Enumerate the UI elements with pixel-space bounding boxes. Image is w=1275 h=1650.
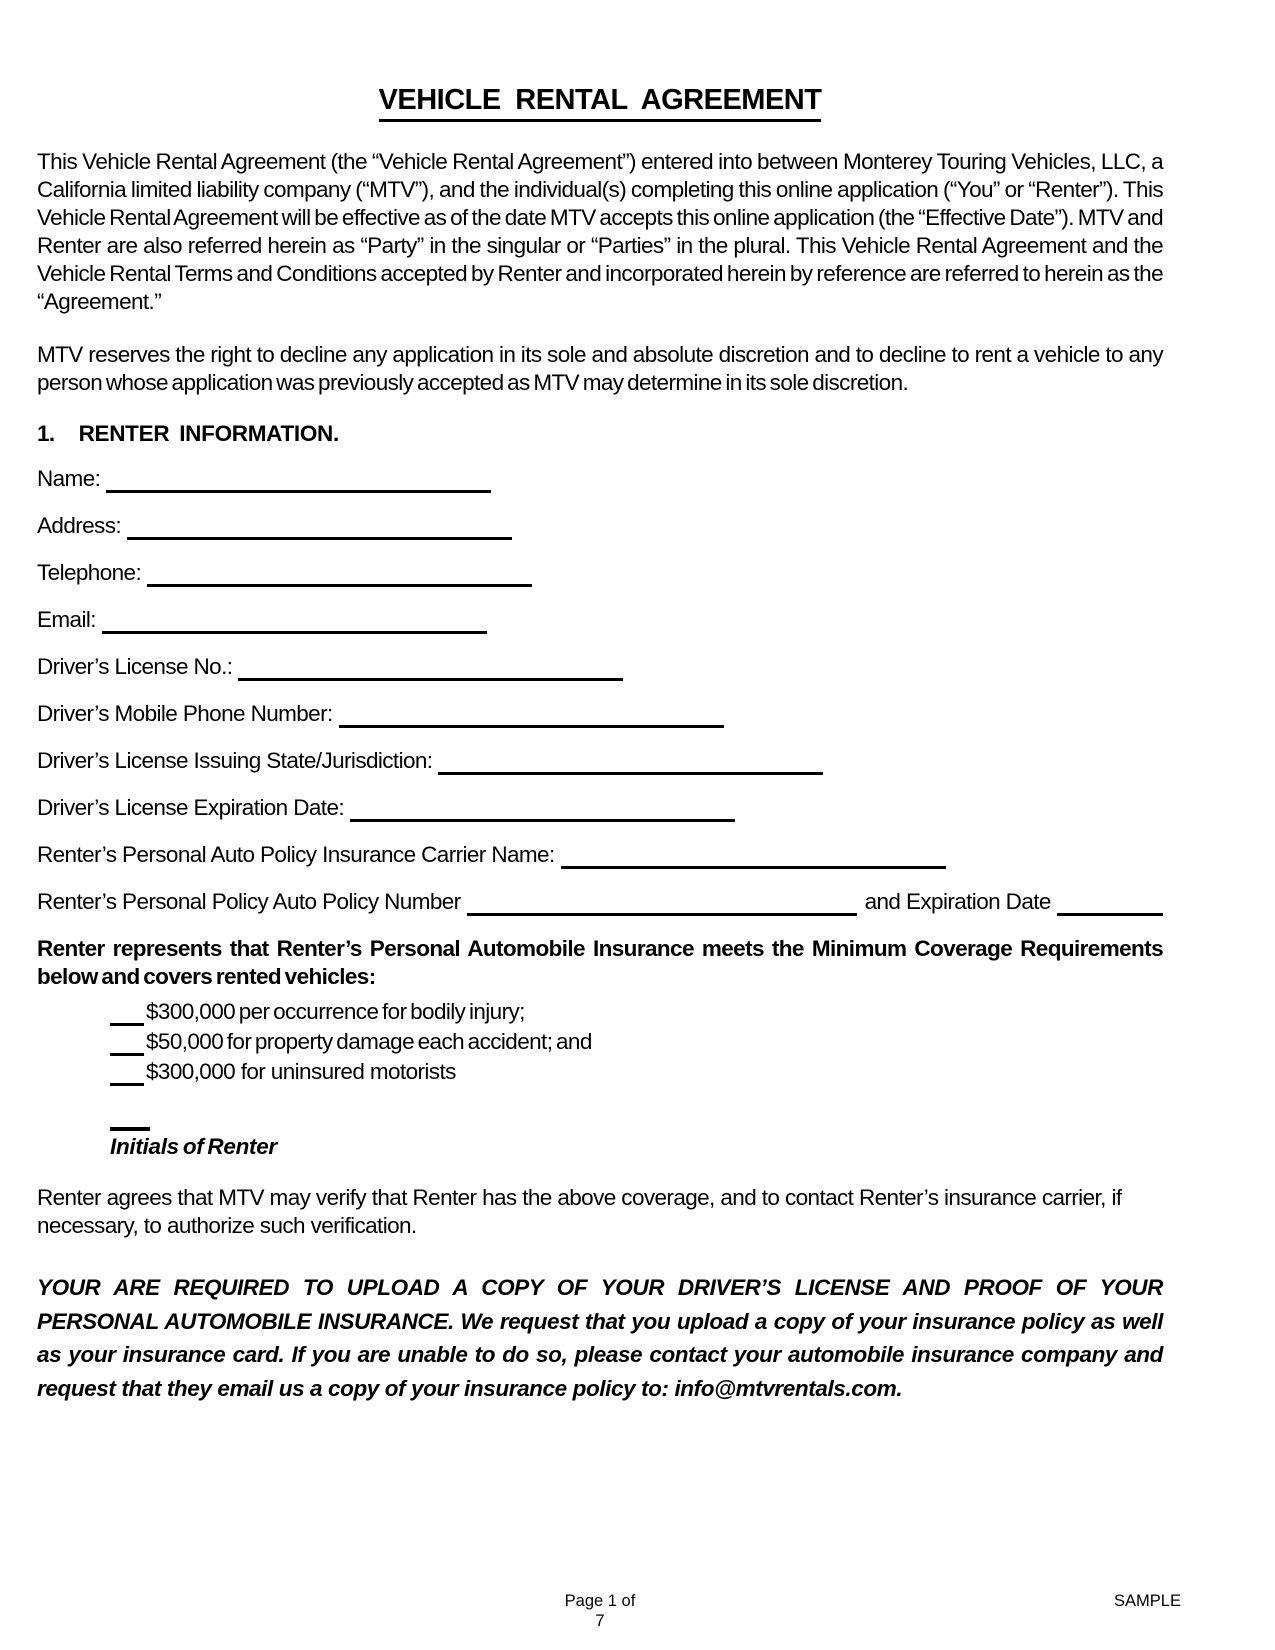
field-issuing-state-label: Driver’s License Issuing State/Jurisdiction: bbox=[37, 748, 433, 773]
upload-notice-caps: YOUR ARE REQUIRED TO UPLOAD A COPY OF YOUR DRIVER’S LICENSE AND PROOF OF YOUR PERSONAL AUTOMOBILE INSURANCE. bbox=[37, 1275, 1163, 1334]
section-1-title: RENTER INFORMATION. bbox=[78, 421, 339, 446]
intro-paragraph: This Vehicle Rental Agreement (the “Vehicle Rental Agreement”) entered into between Monterey Touring Vehicles, LLC, a California limited liability company (“MTV”), and the individual(s) completing this online application (“You” or “Renter”). This Vehicle Rental Agreement will be effective as of the date MTV accepts this online application (the “Effective Date”). MTV and Renter are also referred herein as “Party” in the singular or “Parties” in the plural. This Vehicle Rental Agreement and the Vehicle Rental Terms and Conditions accepted by Renter and incorporated herein by reference are referred to herein as the “Agreement.” bbox=[37, 149, 1163, 314]
coverage-item-property-damage bbox=[37, 1027, 1163, 1057]
section-1-number: 1. bbox=[37, 421, 55, 446]
initials-blank bbox=[110, 1109, 150, 1131]
coverage-item-bodily-injury bbox=[37, 997, 1163, 1027]
coverage-intro-paragraph: Renter represents that Renter’s Personal Automobile Insurance meets the Minimum Coverage Requirements below and covers rented vehicles: bbox=[37, 936, 1163, 989]
field-address-blank bbox=[127, 512, 512, 540]
field-issuing-state-blank bbox=[438, 747, 823, 775]
field-mobile-phone bbox=[37, 700, 1163, 728]
field-insurance-carrier-blank bbox=[561, 841, 946, 869]
field-policy-number-blank bbox=[467, 888, 857, 916]
field-license-no bbox=[37, 653, 1163, 681]
field-telephone-label: Telephone: bbox=[37, 560, 142, 585]
footer-page-label: Page 1 of bbox=[564, 1592, 636, 1610]
coverage-item-text: $300,000 per occurrence for bodily injury; bbox=[146, 999, 525, 1024]
field-email-blank bbox=[102, 606, 487, 634]
field-name-blank bbox=[106, 465, 491, 493]
field-address-label: Address: bbox=[37, 513, 121, 538]
field-email bbox=[37, 606, 1163, 634]
field-license-expiration-blank bbox=[350, 794, 735, 822]
field-mobile-phone-label: Driver’s Mobile Phone Number: bbox=[37, 701, 333, 726]
coverage-item-blank bbox=[110, 1057, 144, 1086]
coverage-item-text: $300,000 for uninsured motorists bbox=[146, 1059, 456, 1084]
field-address bbox=[37, 512, 1163, 540]
initials-label: Initials of Renter bbox=[110, 1134, 277, 1159]
upload-notice-rest: We request that you upload a copy of your insurance policy as well as your insurance card. If you are unable to do so, please contact your automobile insurance company and request that they email us a copy of your insurance policy to: info@mtvrentals.com. bbox=[37, 1308, 1163, 1401]
discretion-paragraph: MTV reserves the right to decline any application in its sole and absolute discretion and to decline to rent a vehicle to any person whose application was previously accepted as MTV may determine in its sole discretion. bbox=[37, 342, 1163, 395]
field-email-label: Email: bbox=[37, 607, 96, 632]
field-telephone bbox=[37, 559, 1163, 587]
upload-notice-paragraph bbox=[37, 1271, 1163, 1405]
field-mobile-phone-blank bbox=[339, 700, 724, 728]
footer-sample-watermark: SAMPLE bbox=[1114, 1592, 1181, 1610]
field-name-label: Name: bbox=[37, 466, 101, 491]
coverage-item-text: $50,000 for property damage each accident; and bbox=[146, 1029, 592, 1054]
verify-paragraph: Renter agrees that MTV may verify that Renter has the above coverage, and to contact Renter’s insurance carrier, if necessary, to authorize such verification. bbox=[37, 1185, 1122, 1238]
field-policy-number-label: Renter’s Personal Policy Auto Policy Number bbox=[37, 889, 461, 914]
field-license-no-label: Driver’s License No.: bbox=[37, 654, 233, 679]
page-title: VEHICLE RENTAL AGREEMENT bbox=[379, 84, 822, 122]
coverage-item-uninsured-motorists bbox=[37, 1057, 1163, 1087]
title-row bbox=[37, 84, 1163, 122]
field-policy-number bbox=[37, 888, 1163, 916]
field-name bbox=[37, 465, 1163, 493]
field-telephone-blank bbox=[147, 559, 532, 587]
field-insurance-carrier bbox=[37, 841, 1163, 869]
field-license-expiration-label: Driver’s License Expiration Date: bbox=[37, 795, 345, 820]
coverage-item-blank bbox=[110, 997, 144, 1026]
field-license-expiration bbox=[37, 794, 1163, 822]
section-1-heading bbox=[37, 420, 1163, 448]
field-policy-expiration-label: and Expiration Date bbox=[864, 889, 1051, 914]
field-license-no-blank bbox=[238, 653, 623, 681]
coverage-item-blank bbox=[110, 1027, 144, 1056]
field-issuing-state bbox=[37, 747, 1163, 775]
field-policy-expiration-blank bbox=[1057, 888, 1163, 916]
footer-page-number-partial: 7 bbox=[595, 1612, 605, 1630]
field-insurance-carrier-label: Renter’s Personal Auto Policy Insurance Carrier Name: bbox=[37, 842, 555, 867]
